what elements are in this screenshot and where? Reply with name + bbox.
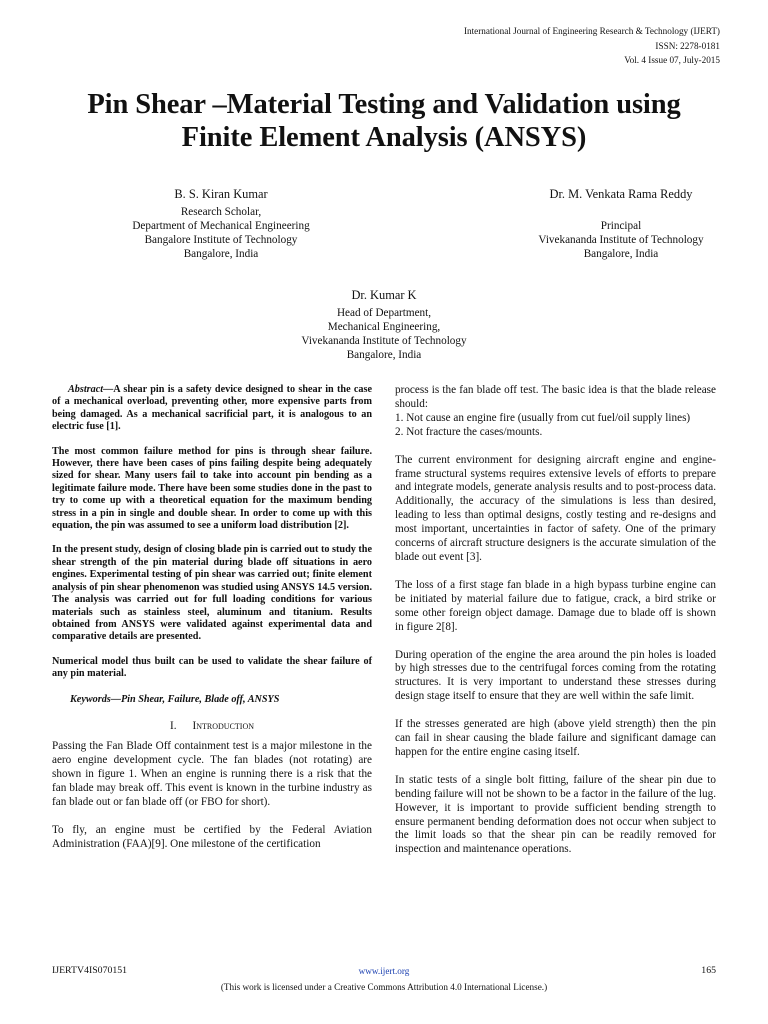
journal-name: International Journal of Engineering Research & Technology (IJERT): [463, 26, 720, 36]
author-affiliation: Principal: [600, 220, 642, 232]
author-affiliation: Bangalore, India: [346, 349, 422, 361]
author-affiliation: Head of Department,: [336, 307, 432, 319]
journal-link[interactable]: www.ijert.org: [358, 966, 410, 976]
keywords: Keywords—Pin Shear, Failure, Blade off, ANSYS: [70, 693, 280, 705]
title-line-2: Finite Element Analysis (ANSYS): [181, 122, 587, 153]
abstract: [52, 384, 372, 681]
abstract-paragraph: Numerical model thus built can be used to validate the shear failure of any pin material.: [52, 655, 372, 680]
journal-volume: Vol. 4 Issue 07, July-2015: [624, 55, 720, 65]
author-affiliation: Bangalore Institute of Technology: [144, 234, 298, 246]
author-affiliation: [486, 205, 756, 219]
journal-issn: ISSN: 2278-0181: [655, 40, 720, 51]
body-paragraph: Passing the Fan Blade Off containment test is a major milestone in the aero engine development cycle. The fan blades (not rotating) are shown in figure 1. When an engine is running there is a risk that the fan blade may break off. This event is known in the turbine industry as fan blade out or fan blade off (or FBO for short).: [52, 740, 372, 808]
paper-title: [30, 88, 738, 154]
section-title: Introduction: [192, 720, 255, 733]
title-line-1: Pin Shear –Material Testing and Validation using: [87, 89, 681, 120]
right-column: [395, 384, 716, 871]
body-paragraph: The loss of a first stage fan blade in a high bypass turbine engine can be initiated by material failure due to fatigue, crack, a bird strike or some other foreign object damage. Damage due to blade off is shown in figure 2[8].: [395, 578, 716, 633]
section-heading: [52, 720, 372, 734]
paper-id: IJERTV4IS070151: [52, 965, 128, 976]
body-paragraph: During operation of the engine the area around the pin holes is loaded by high stresses due to the centrifugal forces coming from the rotating structures. It is very important to understand these stresses during design stage itself to ensure that they are well within the safe limit.: [395, 648, 716, 703]
abstract-paragraph: The most common failure method for pins is through shear failure. However, there have been cases of pins failing despite being adequately sized for shear. Many users fail to take into account pin bending as a legitimate failure mode. There have been some studies done in the past to try to come up with a theoretical equation for the maximum bending stress in a pin in single and double shear. In order to come up with this equation, the pin was assumed to see a uniform load distribution [2].: [52, 445, 372, 532]
list-item: 2. Not fracture the cases/mounts.: [395, 425, 543, 438]
journal-header: [464, 24, 720, 68]
left-column: [52, 384, 372, 866]
body-paragraph: In static tests of a single bolt fitting, failure of the shear pin due to bending failure will not be shown to be a factor in the failure of the lug. However, it is important to provide sufficient bending strength to ensure permanent bending deformation does not occur when subject to the limit loads so that the shear pin can be readily removed for inspection and maintenance operations.: [395, 773, 716, 856]
author-affiliation: Mechanical Engineering,: [327, 321, 441, 333]
body-paragraph: If the stresses generated are high (above yield strength) then the pin can fail in shear causing the blade failure and significant damage can happen for the entire engine casing itself.: [395, 718, 716, 758]
author-affiliation: Bangalore, India: [583, 248, 659, 260]
body-paragraph: The current environment for designing aircraft engine and engine-frame structural systems requires extensive levels of efforts to prepare and integrate models, generate analysis results and to post-process data. Additionally, the accuracy of the simulations is less than desired, leading to less than optimal designs, costly testing and re-designs and most important, uncertainties in factor of safety. One of the primary concerns of aircraft structure designers is the accurate simulation of the blade out event [3].: [395, 453, 716, 563]
abstract-label: Abstract—: [68, 384, 114, 395]
section-number: I.: [169, 720, 177, 733]
author-affiliation: Research Scholar,: [180, 206, 262, 218]
author-affiliation: Department of Mechanical Engineering: [132, 220, 310, 232]
license-notice: (This work is licensed under a Creative Commons Attribution 4.0 International License.): [220, 982, 548, 992]
abstract-paragraph: Abstract—A shear pin is a safety device designed to shear in the case of a mechanical overload, preventing other, more expensive parts from being damaged. As a mechanical sacrificial part, it is analogous to an electric fuse [1].: [52, 384, 372, 433]
body-paragraph: To fly, an engine must be certified by the Federal Aviation Administration (FAA)[9]. One milestone of the certification: [52, 823, 372, 850]
author-name: Dr. M. Venkata Rama Reddy: [549, 187, 693, 201]
page-number: 165: [701, 965, 716, 976]
author-block-3: [249, 288, 519, 362]
abstract-paragraph: In the present study, design of closing blade pin is carried out to study the shear strength of the pin material during blade off situations in aero engines. Experimental testing of pin shear was carried out; finite element analysis of pin shear phenomenon was studied using ANSYS 14.5 version. The analysis was carried out for full loading conditions for various materials such as stainless steel, aluminum and titanium. Results obtained from ANSYS were validated against experimental data and comparative details are presented.: [52, 544, 372, 643]
body-paragraph: process is the fan blade off test. The basic idea is that the blade release should:: [395, 384, 716, 410]
author-name: Dr. Kumar K: [351, 288, 417, 302]
author-affiliation: Vivekananda Institute of Technology: [538, 234, 704, 246]
author-block-1: [86, 187, 356, 261]
author-block-2: [486, 187, 756, 261]
author-name: B. S. Kiran Kumar: [174, 187, 268, 201]
list-item: 1. Not cause an engine fire (usually from cut fuel/oil supply lines): [395, 411, 691, 424]
author-affiliation: Bangalore, India: [183, 248, 259, 260]
author-affiliation: Vivekananda Institute of Technology: [301, 335, 467, 347]
